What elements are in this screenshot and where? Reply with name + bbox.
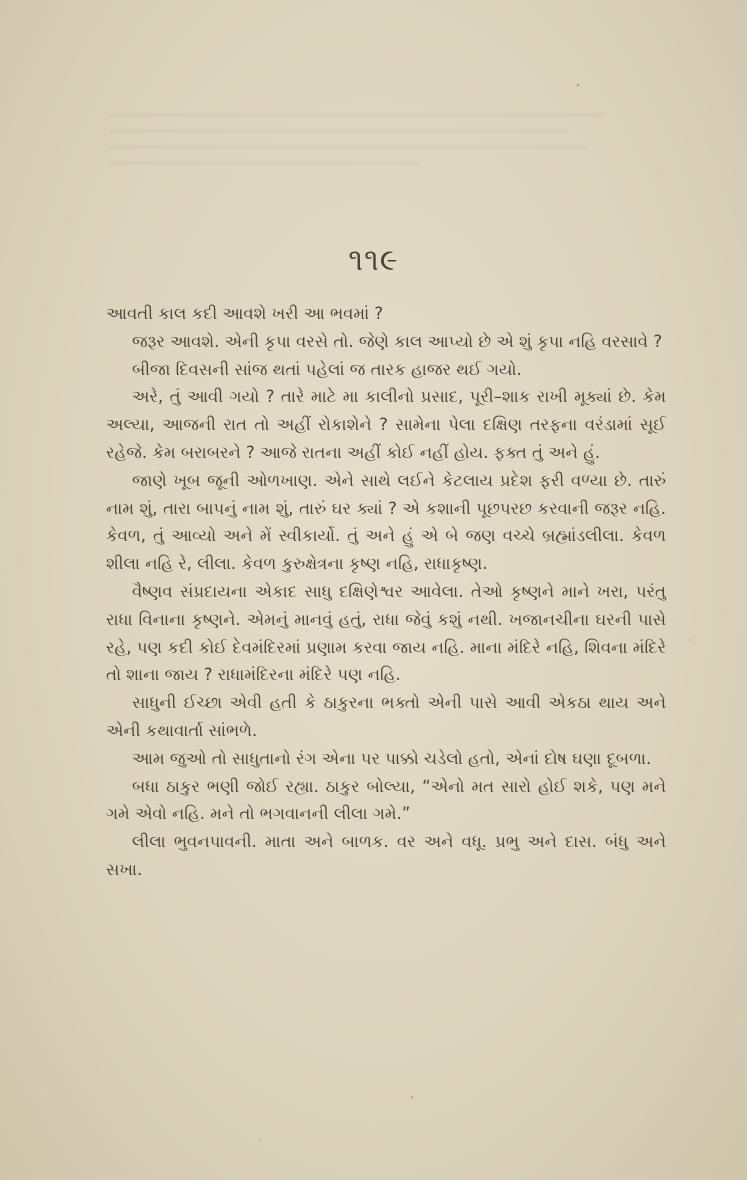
page-number: ૧૧૯	[348, 243, 399, 278]
body-text	[106, 300, 666, 884]
paragraph: આમ જુઓ તો સાધુતાનો રંગ એના પર પાક્કો ચડેલો હતો, એનાં દોષ ઘણા દૂબળા.	[132, 748, 652, 768]
paragraph: લીલા ભુવનપાવની. માતા અને બાળક. વર અને વધૂ. પ્રભુ અને દાસ. બંધુ અને સખા.	[106, 832, 666, 879]
paragraph: બીજા દિવસની સાંજ થતાં પહેલાં જ તારક હાજર થઈ ગયો.	[132, 359, 522, 379]
bleed-through-text	[110, 100, 630, 195]
paragraph: જાણે ખૂબ જૂની ઓળખાણ. એને સાથે લઈને કેટલાય પ્રદેશ ફરી વળ્યા છે. તારું નામ શું, તારા બાપનું નામ શું, તારું ઘર ક્યાં ? એ કશાની પૂછપરછ કરવાની જરૂર નહિ. કેવળ, તું આવ્યો અને મેં સ્વીકાર્યો. તું અને હું એ બે જણ વચ્ચે બ્રહ્માંડલીલા. કેવળ શીલા નહિ રે, લીલા. કેવળ કુરુક્ષેત્રના કૃષ્ણ નહિ, રાધાકૃષ્ણ.	[106, 470, 666, 574]
paragraph: અરે, તું આવી ગયો ? તારે માટે મા કાલીનો પ્રસાદ, પૂરી–શાક રાખી મૂક્યાં છે. કેમ અલ્યા, આજની રાત તો અહીં રોકાશેને ? સામેના પેલા દક્ષિણ તરફના વરંડામાં સૂઈ રહેજે. કેમ બરાબરને ? આજે રાતના અહીં કોઈ નહીં હોય. ફક્ત તું અને હું.	[106, 387, 666, 462]
paragraph: બધા ઠાકુર ભણી જોઈ રહ્યા. ઠાકુર બોલ્યા, “એનો મત સારો હોઈ શકે, પણ મને ગમે એવો નહિ. મને તો ભગવાનની લીલા ગમે.”	[106, 776, 666, 824]
paragraph: સાધુની ઈચ્છા એવી હતી કે ઠાકુરના ભક્તો એની પાસે આવી એકઠા થાય અને એની કથાવાર્તા સાંભળે.	[106, 693, 666, 740]
paragraph: વૈષ્ણવ સંપ્રદાયના એકાદ સાધુ દક્ષિણેશ્વર આવેલા. તેઓ કૃષ્ણને માને ખરા, પરંતુ રાધા વિનાના કૃષ્ણને. એમનું માનવું હતું, રાધા જેવું કશું નથી. ખજાનચીના ઘરની પાસે રહે, પણ કદી કોઈ દેવમંદિરમાં પ્રણામ કરવા જાય નહિ. માના મંદિરે નહિ, શિવના મંદિરે તો શાના જાય ? રાધામંદિરના મંદિરે પણ નહિ.	[106, 581, 666, 685]
paragraph: જરૂર આવશે. એની કૃપા વરસે તો. જેણે કાલ આપ્યો છે એ શું કૃપા નહિ વરસાવે ?	[132, 331, 663, 351]
paragraph: આવતી કાલ કદી આવશે ખરી આ ભવમાં ?	[106, 304, 384, 323]
